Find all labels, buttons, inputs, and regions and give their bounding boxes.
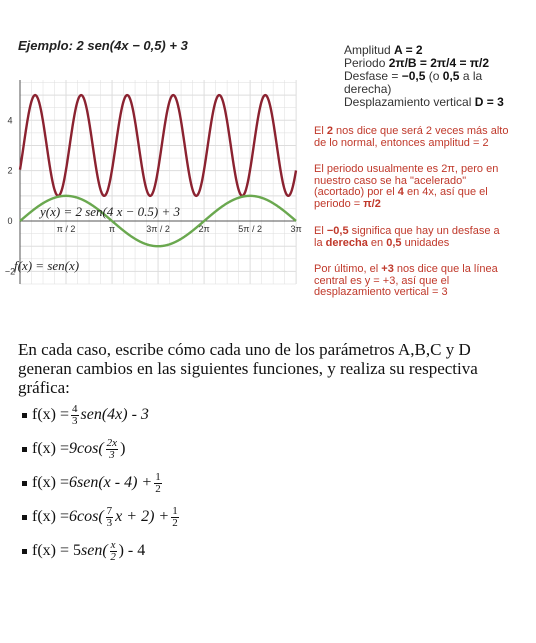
function-item-3: f(x) = 6sen(x - 4) + $\frac{1}{2}$ bbox=[22, 466, 164, 500]
fraction: $\frac{2x}{3}$ bbox=[106, 436, 118, 461]
y-tick-label: 4 bbox=[7, 115, 13, 126]
example-title: Ejemplo: 2 sen(4x − 0,5) + 3 bbox=[18, 38, 188, 53]
bullet-icon bbox=[22, 481, 27, 486]
function-graph bbox=[0, 78, 300, 288]
graph-grid bbox=[20, 80, 296, 284]
x-tick-label: 2π bbox=[198, 224, 210, 235]
task-instructions: En cada caso, escribe cómo cada uno de los parámetros A,B,C y D generan cambios en las siguientes funciones, y realiza su respectiva gráfica: bbox=[18, 340, 478, 397]
period-line: Periodo 2π/B = 2π/4 = π/2 bbox=[344, 56, 489, 70]
x-tick-label: 5π / 2 bbox=[238, 224, 262, 235]
bullet-icon bbox=[22, 515, 27, 520]
fraction: $\frac{x}{2}$ bbox=[110, 538, 116, 563]
explanation-phase: El −0,5 significa que hay un desfase a la derecha en 0,5 unidades bbox=[314, 225, 500, 249]
x-tick-label: 3π / 2 bbox=[146, 224, 170, 235]
function-item-1: f(x) = $\frac{4}{3}$ sen(4x) - 3 bbox=[22, 398, 149, 432]
explanation-amplitude: El 2 nos dice que será 2 veces más alto de lo normal, entonces amplitud = 2 bbox=[314, 125, 509, 149]
x-tick-label: π bbox=[108, 224, 116, 235]
red-curve-label: y(x) = 2 sen(4 x − 0.5) + 3 bbox=[40, 204, 181, 219]
amplitude-line: Amplitud A = 2 bbox=[344, 43, 423, 57]
y-tick-label: 2 bbox=[7, 165, 13, 176]
fraction: $\frac{1}{2}$ bbox=[155, 470, 161, 495]
phase-shift-line: Desfase = −0,5 (o 0,5 a la bbox=[344, 69, 483, 83]
x-tick-label: π / 2 bbox=[56, 224, 76, 235]
green-curve-label: f(x) = sen(x) bbox=[14, 258, 80, 273]
bullet-icon bbox=[22, 447, 27, 452]
vertical-shift-line: Desplazamiento vertical D = 3 bbox=[344, 95, 504, 109]
y-tick-label: 0 bbox=[7, 216, 13, 227]
explanation-period: El periodo usualmente es 2π, pero en nuestro caso se ha "acelerado" (acortado) por el 4 en 4x, así que el periodo = π/2 bbox=[314, 163, 499, 210]
explanation-vertical: Por último, el +3 nos dice que la línea central es y = +3, así que el desplazamiento vertical = 3 bbox=[314, 263, 498, 298]
function-item-2: f(x) = 9cos( $\frac{2x}{3}$ ) bbox=[22, 432, 125, 466]
function-item-5: f(x) = 5 sen( $\frac{x}{2}$ ) - 4 bbox=[22, 534, 145, 568]
y-tick-label: −2 bbox=[4, 266, 16, 277]
x-tick-label: 3π bbox=[290, 224, 302, 235]
fraction: $\frac{4}{3}$ bbox=[72, 402, 78, 427]
bullet-icon bbox=[22, 413, 27, 418]
fraction: $\frac{1}{2}$ bbox=[172, 504, 178, 529]
bullet-icon bbox=[22, 549, 27, 554]
fraction: $\frac{7}{3}$ bbox=[106, 504, 113, 529]
phase-shift-line-2: derecha) bbox=[344, 82, 392, 96]
function-item-4: f(x) = 6cos( $\frac{7}{3}$ x + 2) + $\frac{1}{2}$ bbox=[22, 500, 181, 534]
